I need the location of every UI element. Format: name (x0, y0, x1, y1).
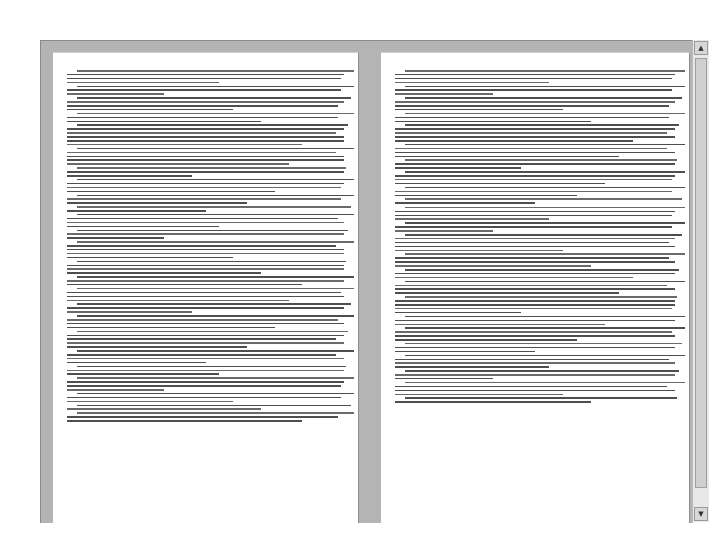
text-line (405, 198, 682, 200)
scroll-down-button[interactable]: ▼ (694, 507, 708, 521)
text-line (67, 136, 344, 138)
text-line (395, 238, 675, 240)
text-line (77, 195, 354, 197)
text-line (77, 303, 351, 305)
text-line (67, 132, 336, 134)
text-line (395, 242, 669, 244)
text-line (67, 245, 336, 247)
text-line (77, 214, 354, 216)
text-line (67, 420, 302, 422)
text-line (77, 70, 354, 72)
text-line (77, 315, 354, 317)
text-line (395, 226, 672, 228)
text-line (405, 124, 679, 126)
text-line (395, 215, 672, 217)
text-line (67, 202, 247, 204)
text-line (67, 362, 206, 364)
text-line (77, 97, 351, 99)
text-line (405, 86, 685, 88)
scroll-up-button[interactable]: ▲ (694, 41, 708, 55)
text-line (395, 312, 521, 314)
text-line (405, 207, 685, 209)
text-line (395, 105, 669, 107)
text-line (395, 288, 675, 290)
text-line (395, 304, 675, 306)
text-line (405, 187, 685, 189)
text-line (395, 191, 672, 193)
text-line (67, 373, 219, 375)
text-line (77, 331, 348, 333)
text-line (67, 233, 344, 235)
text-line (395, 366, 549, 368)
text-line (405, 316, 685, 318)
text-line (67, 117, 338, 119)
text-line (405, 222, 685, 224)
text-line (395, 128, 675, 130)
text-line (67, 89, 341, 91)
text-line (395, 261, 675, 263)
text-line (395, 109, 563, 111)
text-line (395, 140, 633, 142)
text-line (77, 148, 354, 150)
text-line (395, 136, 675, 138)
text-line (395, 121, 591, 123)
text-line (395, 339, 577, 341)
text-line (67, 78, 341, 80)
text-line (67, 389, 164, 391)
text-line (405, 327, 685, 329)
text-line (395, 202, 535, 204)
text-line (67, 358, 344, 360)
text-line (77, 179, 354, 181)
text-line (67, 280, 344, 282)
text-line (405, 370, 679, 372)
text-line (67, 191, 275, 193)
text-line (67, 370, 344, 372)
text-line (395, 300, 675, 302)
text-line (67, 335, 344, 337)
text-line (67, 257, 233, 259)
text-line (67, 323, 344, 325)
text-line (395, 117, 669, 119)
text-line (395, 374, 675, 376)
text-line (67, 385, 341, 387)
text-line (77, 230, 348, 232)
text-line (395, 347, 675, 349)
text-block (395, 70, 675, 204)
text-line (67, 175, 192, 177)
text-line (67, 401, 233, 403)
text-line (395, 273, 675, 275)
text-line (67, 311, 192, 313)
text-line (405, 144, 685, 146)
text-line (67, 416, 338, 418)
text-line (77, 393, 354, 395)
text-line (67, 128, 344, 130)
text-line (395, 394, 563, 396)
text-line (405, 97, 682, 99)
page-content-right (395, 67, 675, 515)
text-line (67, 159, 344, 161)
text-line (395, 183, 605, 185)
text-line (67, 152, 336, 154)
text-line (67, 210, 206, 212)
text-line (67, 144, 302, 146)
document-page-left (53, 53, 358, 523)
text-line (67, 319, 338, 321)
text-line (405, 113, 685, 115)
text-line (395, 335, 675, 337)
text-line (77, 412, 354, 414)
text-line (395, 331, 672, 333)
text-line (395, 277, 633, 279)
text-line (395, 351, 535, 353)
text-line (395, 359, 669, 361)
text-line (67, 300, 289, 302)
text-line (77, 288, 354, 290)
text-line (395, 257, 669, 259)
text-block (67, 70, 344, 422)
text-line (395, 362, 675, 364)
text-line (405, 253, 685, 255)
text-line (67, 105, 338, 107)
text-line (67, 140, 344, 142)
text-line (77, 124, 348, 126)
text-line (395, 78, 672, 80)
text-line (67, 101, 344, 103)
text-line (67, 249, 344, 251)
text-line (67, 156, 344, 158)
text-line (67, 268, 344, 270)
text-line (67, 163, 289, 165)
scroll-thumb[interactable] (695, 58, 707, 488)
text-line (405, 70, 685, 72)
text-line (67, 74, 344, 76)
text-line (395, 132, 667, 134)
text-line (395, 230, 493, 232)
text-line (395, 246, 675, 248)
text-line (67, 121, 261, 123)
text-line (67, 342, 344, 344)
text-line (67, 222, 344, 224)
text-line (77, 405, 351, 407)
text-line (77, 366, 346, 368)
vertical-scrollbar[interactable] (692, 40, 709, 522)
text-line (67, 82, 219, 84)
text-line (395, 386, 667, 388)
text-line (67, 338, 336, 340)
text-line (77, 206, 351, 208)
text-line (395, 82, 549, 84)
text-line (405, 343, 682, 345)
text-line (395, 93, 493, 95)
text-line (77, 350, 354, 352)
text-line (67, 381, 344, 383)
text-line (395, 378, 493, 380)
text-line (405, 269, 679, 271)
text-line (405, 397, 677, 399)
text-line (405, 281, 685, 283)
text-line (395, 390, 675, 392)
text-line (405, 382, 685, 384)
text-line (395, 163, 675, 165)
page-content-left (67, 67, 344, 515)
text-line (77, 377, 354, 379)
text-line (395, 292, 619, 294)
text-line (67, 397, 341, 399)
text-line (67, 292, 341, 294)
text-line (67, 346, 247, 348)
text-line (77, 86, 354, 88)
text-line (395, 401, 591, 403)
text-line (67, 408, 261, 410)
text-line (395, 265, 591, 267)
document-page-right (381, 53, 689, 523)
text-line (395, 156, 619, 158)
text-line (395, 167, 521, 169)
text-line (405, 355, 685, 357)
text-line (395, 152, 675, 154)
text-line (67, 296, 344, 298)
text-line (405, 234, 682, 236)
text-line (67, 109, 233, 111)
text-line (67, 253, 344, 255)
text-line (67, 171, 344, 173)
text-line (395, 195, 577, 197)
text-line (395, 250, 563, 252)
text-line (395, 74, 675, 76)
text-line (67, 198, 341, 200)
text-line (395, 320, 675, 322)
text-line (405, 296, 677, 298)
text-line (77, 261, 346, 263)
text-line (77, 276, 354, 278)
text-line (395, 89, 672, 91)
text-line (67, 218, 338, 220)
text-line (395, 148, 667, 150)
text-line (67, 272, 261, 274)
text-line (67, 354, 336, 356)
text-line (395, 211, 675, 213)
text-line (67, 237, 164, 239)
text-line (405, 171, 685, 173)
text-line (405, 159, 677, 161)
text-line (395, 324, 605, 326)
text-line (77, 241, 354, 243)
text-line (395, 308, 672, 310)
text-line (77, 113, 354, 115)
text-line (67, 284, 302, 286)
text-line (395, 218, 549, 220)
text-line (67, 327, 275, 329)
text-line (395, 175, 675, 177)
text-line (67, 226, 219, 228)
text-line (67, 187, 341, 189)
text-line (395, 179, 672, 181)
text-line (67, 93, 164, 95)
text-block (395, 207, 675, 403)
text-line (67, 265, 344, 267)
text-line (67, 307, 344, 309)
text-line (67, 183, 344, 185)
text-line (77, 167, 346, 169)
text-line (395, 285, 667, 287)
text-line (395, 101, 675, 103)
document-viewer (40, 40, 693, 523)
